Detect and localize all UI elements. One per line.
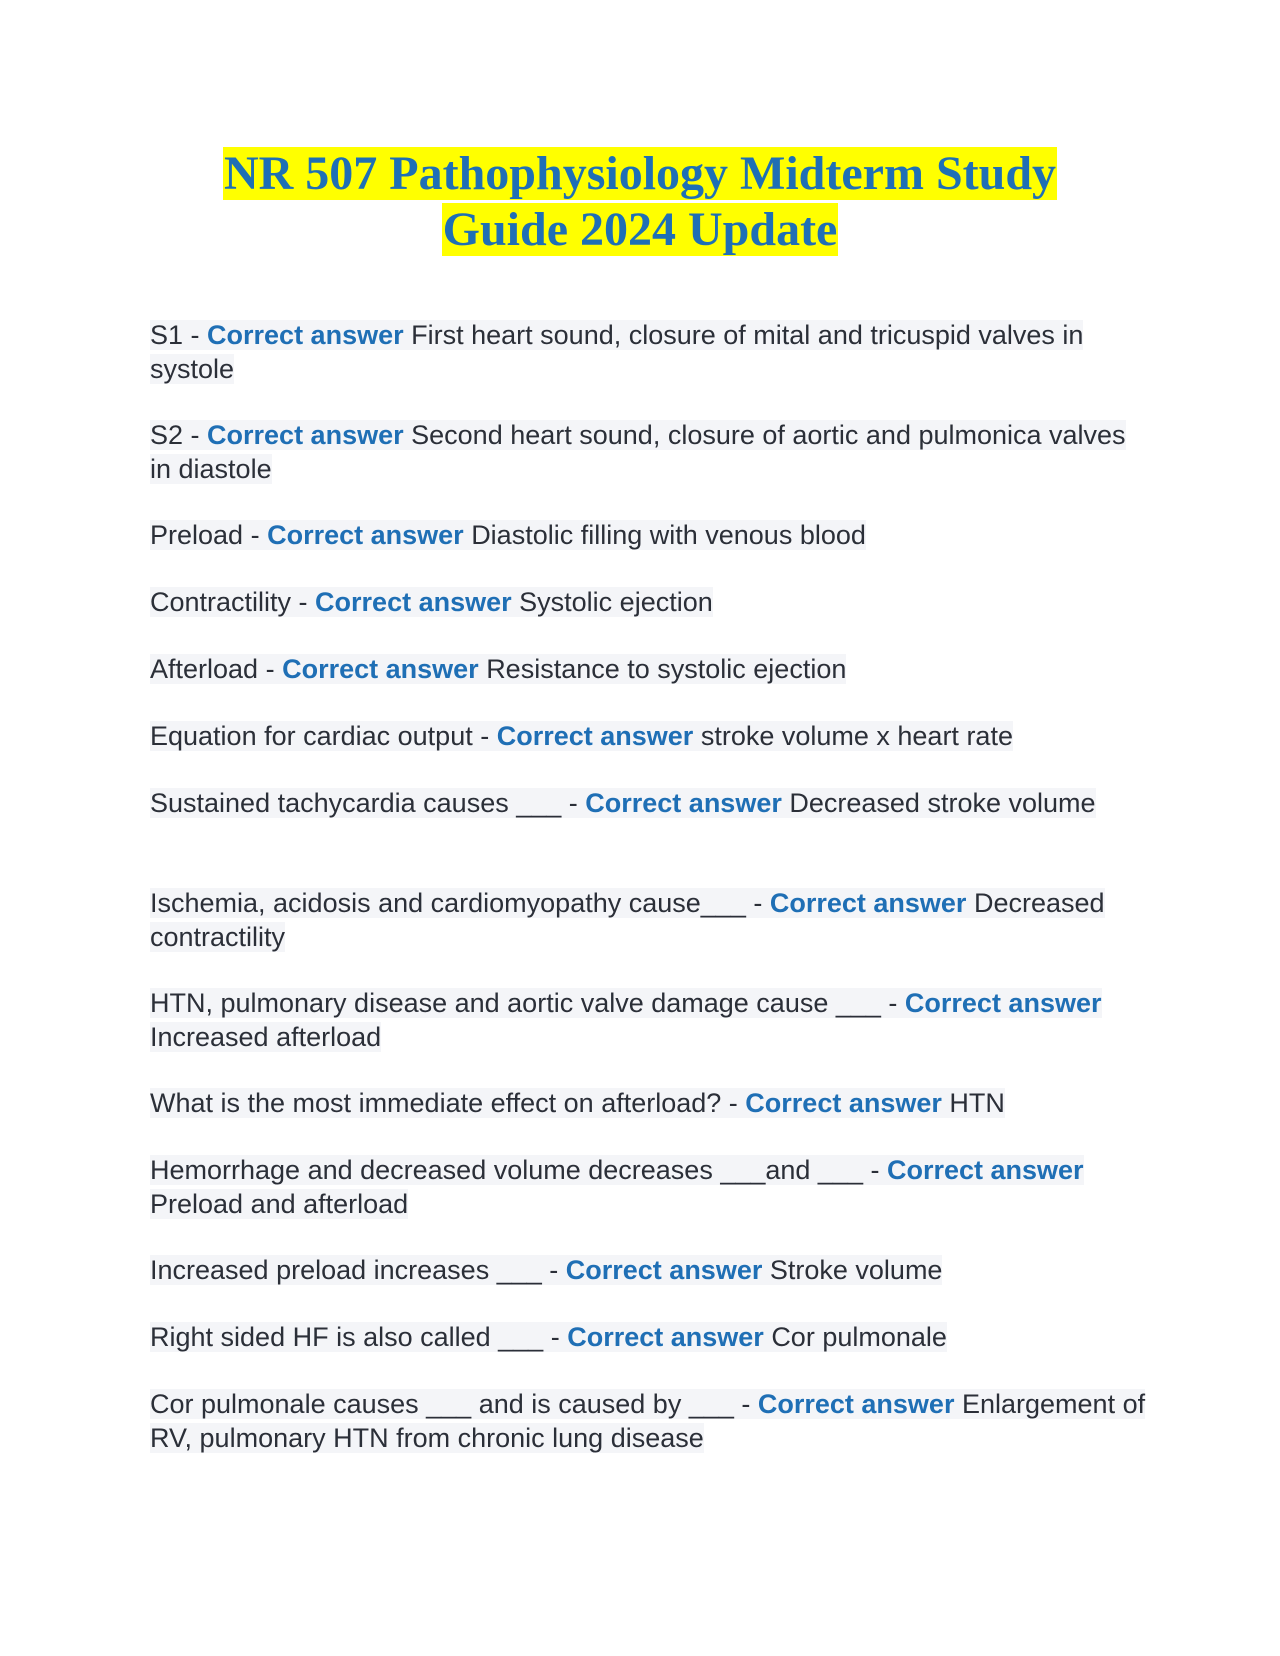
- qa-answer: HTN: [949, 1088, 1005, 1118]
- qa-answer: Cor pulmonale: [771, 1322, 947, 1352]
- qa-separator: -: [183, 320, 208, 350]
- qa-question: Cor pulmonale causes ___ and is caused by ___: [150, 1389, 734, 1419]
- qa-item: [150, 1320, 1150, 1354]
- qa-question: S1: [150, 320, 184, 350]
- qa-item: [150, 1253, 1150, 1287]
- qa-answer: Decreased contractility: [150, 888, 1105, 952]
- qa-item: [150, 1086, 1150, 1120]
- qa-answer: Stroke volume: [769, 1255, 943, 1285]
- qa-answer: Increased afterload: [150, 1022, 382, 1052]
- qa-answer: Second heart sound, closure of aortic and pulmonica valves in diastole: [150, 420, 1126, 484]
- qa-item: [150, 652, 1150, 686]
- qa-separator: -: [721, 1088, 746, 1118]
- correct-answer-label: Correct answer: [745, 1088, 942, 1118]
- qa-separator: -: [541, 1255, 566, 1285]
- qa-question: Sustained tachycardia causes ___: [150, 788, 562, 818]
- qa-separator: -: [733, 1389, 758, 1419]
- qa-answer: stroke volume x heart rate: [700, 721, 1013, 751]
- qa-question: S2: [150, 420, 184, 450]
- qa-item: [150, 585, 1150, 619]
- document-title: [140, 146, 1140, 258]
- qa-question: Hemorrhage and decreased volume decreases ___and ___: [150, 1155, 863, 1185]
- correct-answer-label: Correct answer: [904, 988, 1102, 1018]
- qa-question: Preload: [150, 520, 244, 550]
- qa-separator: -: [472, 721, 497, 751]
- qa-answer: Preload and afterload: [150, 1189, 409, 1219]
- qa-item: [150, 418, 1150, 486]
- qa-question: HTN, pulmonary disease and aortic valve damage cause ___: [150, 988, 881, 1018]
- qa-answer: First heart sound, closure of mital and tricuspid valves in systole: [150, 320, 1084, 384]
- correct-answer-label: Correct answer: [886, 1155, 1084, 1185]
- qa-separator: -: [862, 1155, 887, 1185]
- correct-answer-label: Correct answer: [757, 1389, 955, 1419]
- qa-separator: -: [291, 587, 316, 617]
- correct-answer-label: Correct answer: [585, 788, 782, 818]
- qa-item: [150, 1387, 1150, 1455]
- correct-answer-label: Correct answer: [267, 520, 464, 550]
- qa-item: [150, 886, 1150, 954]
- qa-item: [150, 318, 1150, 386]
- qa-question: Afterload: [150, 654, 259, 684]
- qa-question: Right sided HF is also called ___: [150, 1322, 544, 1352]
- title-line-1: NR 507 Pathophysiology Midterm Study: [223, 147, 1057, 200]
- qa-answer: Diastolic filling with venous blood: [471, 520, 866, 550]
- qa-item: [150, 786, 1150, 820]
- qa-separator: -: [258, 654, 283, 684]
- qa-separator: -: [183, 420, 208, 450]
- qa-answer: Enlargement of RV, pulmonary HTN from chronic lung disease: [150, 1389, 1146, 1453]
- qa-question: Contractility: [150, 587, 292, 617]
- title-line-2: Guide 2024 Update: [442, 203, 838, 256]
- qa-item: [150, 719, 1150, 753]
- qa-separator: -: [561, 788, 586, 818]
- qa-question: Increased preload increases ___: [150, 1255, 542, 1285]
- qa-question: Equation for cardiac output: [150, 721, 473, 751]
- qa-question: What is the most immediate effect on afterload?: [150, 1088, 722, 1118]
- correct-answer-label: Correct answer: [207, 320, 404, 350]
- correct-answer-label: Correct answer: [207, 420, 404, 450]
- qa-answer: Resistance to systolic ejection: [486, 654, 847, 684]
- qa-item: [150, 518, 1150, 552]
- qa-answer: Systolic ejection: [519, 587, 713, 617]
- qa-answer: Decreased stroke volume: [789, 788, 1096, 818]
- qa-separator: -: [745, 888, 770, 918]
- correct-answer-label: Correct answer: [315, 587, 512, 617]
- qa-item: [150, 986, 1150, 1054]
- qa-separator: -: [543, 1322, 568, 1352]
- correct-answer-label: Correct answer: [567, 1322, 764, 1352]
- correct-answer-label: Correct answer: [565, 1255, 763, 1285]
- qa-separator: -: [243, 520, 268, 550]
- qa-question: Ischemia, acidosis and cardiomyopathy cause___: [150, 888, 746, 918]
- correct-answer-label: Correct answer: [769, 888, 967, 918]
- correct-answer-label: Correct answer: [282, 654, 479, 684]
- qa-separator: -: [880, 988, 905, 1018]
- correct-answer-label: Correct answer: [496, 721, 694, 751]
- qa-item: [150, 1153, 1150, 1221]
